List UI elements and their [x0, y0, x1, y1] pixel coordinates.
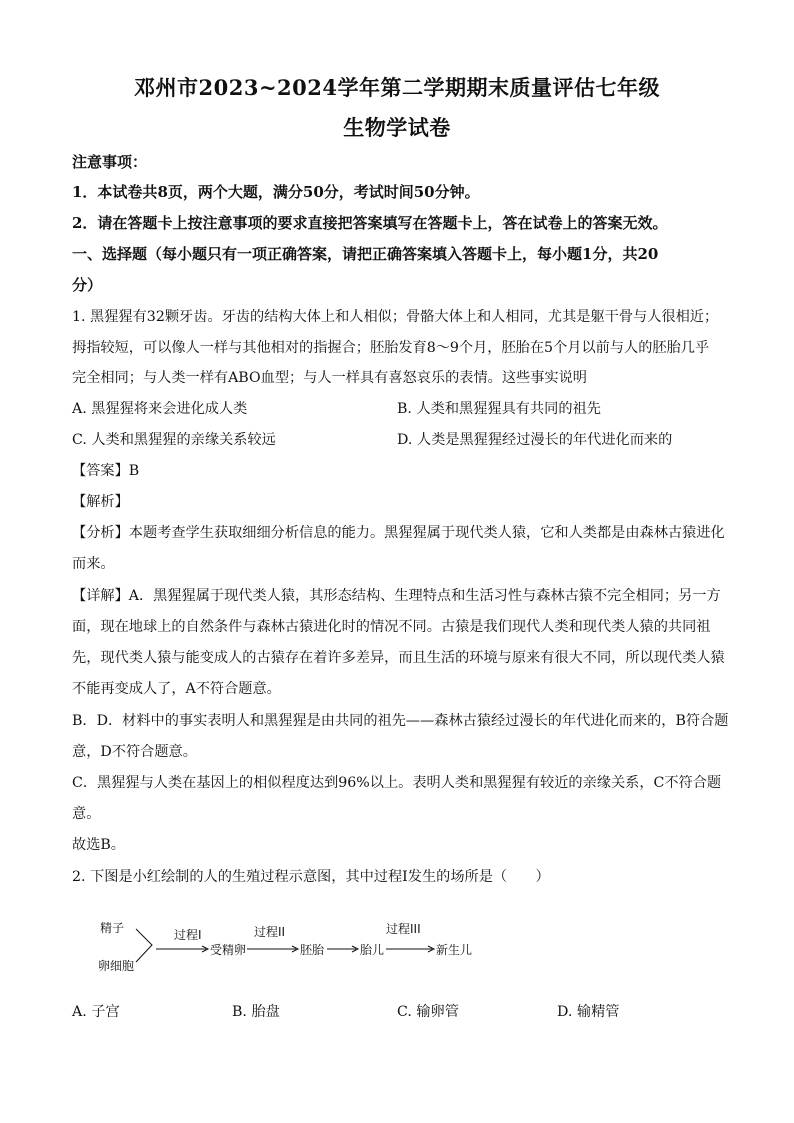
q1-option-c: C. 人类和黑猩猩的亲缘关系较远: [72, 432, 276, 448]
exam-title: 邓州市2023~2024学年第二学期期末质量评估七年级: [134, 75, 660, 100]
egg-label: 卵细胞: [98, 959, 135, 973]
q1-option-a: A. 黑猩猩将来会进化成人类: [72, 401, 248, 417]
q1-option-d: D. 人类是黑猩猩经过漫长的年代进化而来的: [397, 432, 673, 448]
process-1-label: 过程I: [174, 928, 202, 942]
merge-bracket: [136, 929, 152, 962]
reproduction-diagram: [90, 912, 510, 980]
q1-detail-c: C．黑猩猩与人类在基因上的相似程度达到96%以上。表明人类和黑猩猩有较近的亲缘关系，C不符合题: [72, 775, 722, 791]
q1-option-b: B. 人类和黑猩猩具有共同的祖先: [397, 401, 601, 417]
embryo-label: 胚胎: [300, 943, 325, 957]
q1-analysis: 而来。: [72, 556, 115, 572]
q2-option-d: D. 输精管: [557, 1004, 620, 1020]
notice-heading: 注意事项：: [72, 153, 148, 171]
q2-option-b: B. 胎盘: [232, 1004, 280, 1020]
notice-item-2: 2．请在答题卡上按注意事项的要求直接把答案填写在答题卡上，答在试卷上的答案无效。: [72, 214, 668, 232]
q1-detail: 先，现代类人猿与能变成人的古猿存在着许多差异，而且生活的环境与原来有很大不同，所以现代类人猿: [72, 650, 725, 666]
section-heading-cont: 分）: [72, 276, 103, 294]
q1-detail-c: 意。: [72, 806, 101, 822]
q1-detail-bd: 意，D不符合题意。: [72, 744, 197, 760]
zygote-label: 受精卵: [210, 943, 247, 957]
sperm-label: 精子: [100, 921, 125, 935]
section-heading: 一、选择题（每小题只有一项正确答案，请把正确答案填入答题卡上，每小题1分，共20: [72, 245, 659, 263]
q1-detail-bd: B．D．材料中的事实表明人和黑猩猩是由共同的祖先——森林古猿经过漫长的年代进化而来的，B符合题: [72, 713, 729, 729]
q1-conclusion: 故选B。: [72, 837, 125, 853]
q1-stem-line: 1. 黑猩猩有32颗牙齿。牙齿的结构大体上和人相似；骨骼大体上和人相同，尤其是躯干骨与人很相近；: [72, 309, 719, 325]
q1-detail: 不能再变成人了，A不符合题意。: [72, 681, 281, 697]
notice-item-1: 1．本试卷共8页，两个大题，满分50分，考试时间50分钟。: [72, 183, 480, 201]
process-3-label: 过程III: [386, 922, 421, 936]
q2-stem: 2. 下图是小红绘制的人的生殖过程示意图，其中过程Ⅰ发生的场所是（ ）: [72, 869, 550, 885]
fetus-label: 胎儿: [360, 943, 385, 957]
q1-detail: 面，现在地球上的自然条件与森林古猿进化时的情况不同。古猿是我们现代人类和现代类人猿的共同祖: [72, 619, 711, 635]
q1-stem-line: 拇指较短，可以像人一样与其他相对的指握合；胚胎发育8～9个月，胚胎在5个月以前与人的胚胎几乎: [72, 340, 710, 356]
exam-subtitle: 生物学试卷: [343, 115, 451, 140]
newborn-label: 新生儿: [436, 943, 473, 957]
q1-analysis: 【分析】本题考查学生获取细细分析信息的能力。黑猩猩属于现代类人猿，它和人类都是由森林古猿进化: [72, 525, 725, 541]
q1-detail: 【详解】A．黑猩猩属于现代类人猿，其形态结构、生理特点和生活习性与森林古猿不完全相同；另一方: [72, 588, 721, 604]
q1-stem-line: 完全相同；与人类一样有ABO血型；与人一样具有喜怒哀乐的表情。这些事实说明: [72, 370, 587, 386]
q1-analysis-tag: 【解析】: [72, 494, 129, 510]
q2-option-c: C. 输卵管: [397, 1004, 459, 1020]
q2-option-a: A. 子宫: [72, 1004, 120, 1020]
process-2-label: 过程II: [254, 925, 286, 939]
q1-answer: 【答案】B: [72, 463, 140, 479]
